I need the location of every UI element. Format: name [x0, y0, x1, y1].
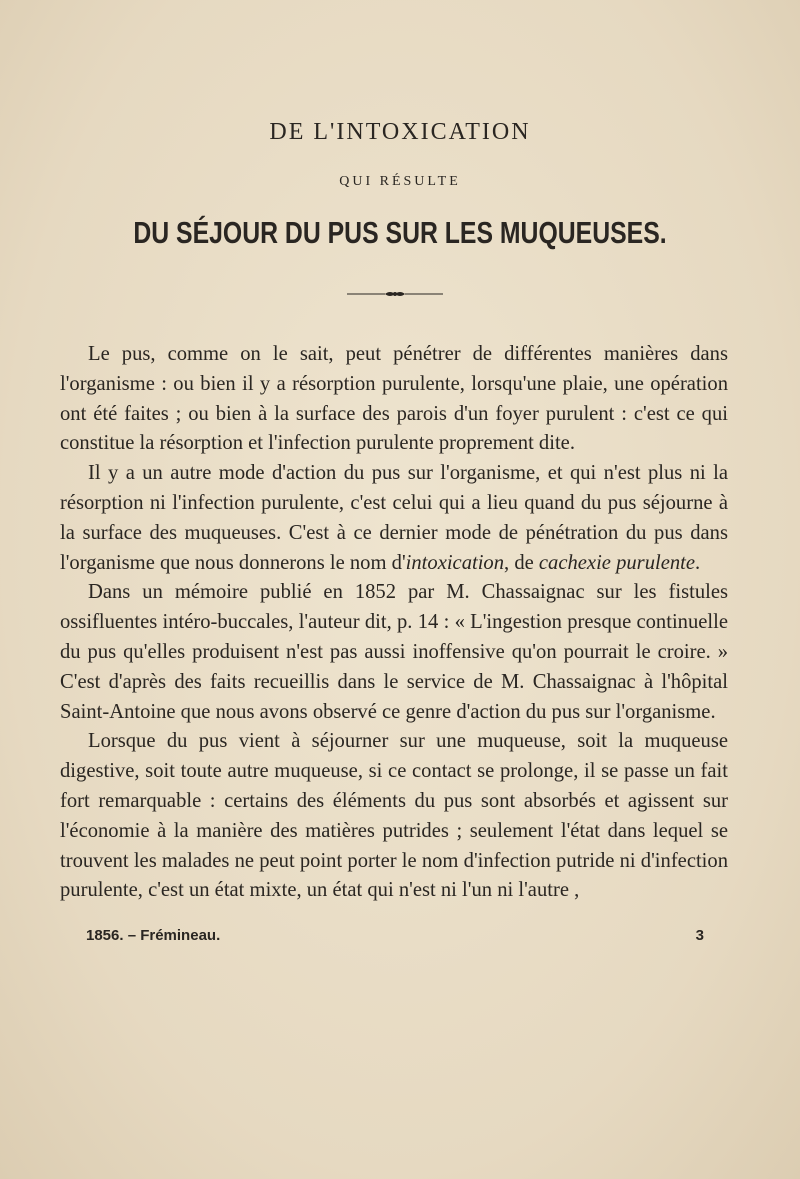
ornament-divider: [345, 288, 445, 300]
main-heading: DU SÉJOUR DU PUS SUR LES MUQUEUSES.: [133, 215, 667, 250]
imprint: 1856. – Frémineau.: [86, 927, 221, 944]
paragraph-4: Lorsque du pus vient à séjourner sur une muqueuse, soit la muqueuse digestive, soit toute autre muqueuse, si ce contact se prolonge, il se passe un fait fort remarquable : certains des éléments du pus sont absorbés et agissent sur l'économie à la manière des matières putrides ; seulement l'état dans lequel se trouvent les malades ne peut point porter le nom d'infection putride ni d'infection purulente, c'est un état mixte, un état qui n'est ni l'un ni l'autre ,: [60, 730, 728, 902]
paragraph-3: Dans un mémoire publié en 1852 par M. Chassaignac sur les fistules ossifluentes intéro-buccales, l'auteur dit, p. 14 : « L'ingestion presque continuelle du pus qu'elles produisent n'est pas aussi inoffensive qu'on pourrait le croire. » C'est d'après des faits recueillis dans le service de M. Chassaignac à l'hôpital Saint-Antoine que nous avons observé ce genre d'action du pus sur l'organisme.: [60, 581, 728, 723]
page-subtitle: QUI RÉSULTE: [339, 174, 461, 189]
italic-term: intoxication: [405, 551, 505, 574]
page-title: DE L'INTOXICATION: [269, 119, 531, 145]
body-text: [60, 340, 728, 906]
paragraph-1: Le pus, comme on le sait, peut pénétrer de différentes manières dans l'organisme : ou bien il y a résorption purulente, lorsqu'une plaie, une opération ont été faites ; ou bien à la surface des parois d'un foyer purulent : c'est ce qui constitue la résorption et l'infection purulente proprement dite.: [60, 343, 728, 455]
italic-term: cachexie purulente: [538, 551, 696, 574]
paragraph-2: Il y a un autre mode d'action du pus sur l'organisme, et qui n'est plus ni la résorption ni l'infection purulente, c'est celui qui a lieu quand du pus séjourne à la surface des muqueuses. C'est à ce dernier mode de pénétration du pus dans l'organisme que nous donnerons le nom d'intoxication, de cachexie purulente.: [60, 462, 728, 574]
signature-number: 3: [695, 927, 704, 944]
